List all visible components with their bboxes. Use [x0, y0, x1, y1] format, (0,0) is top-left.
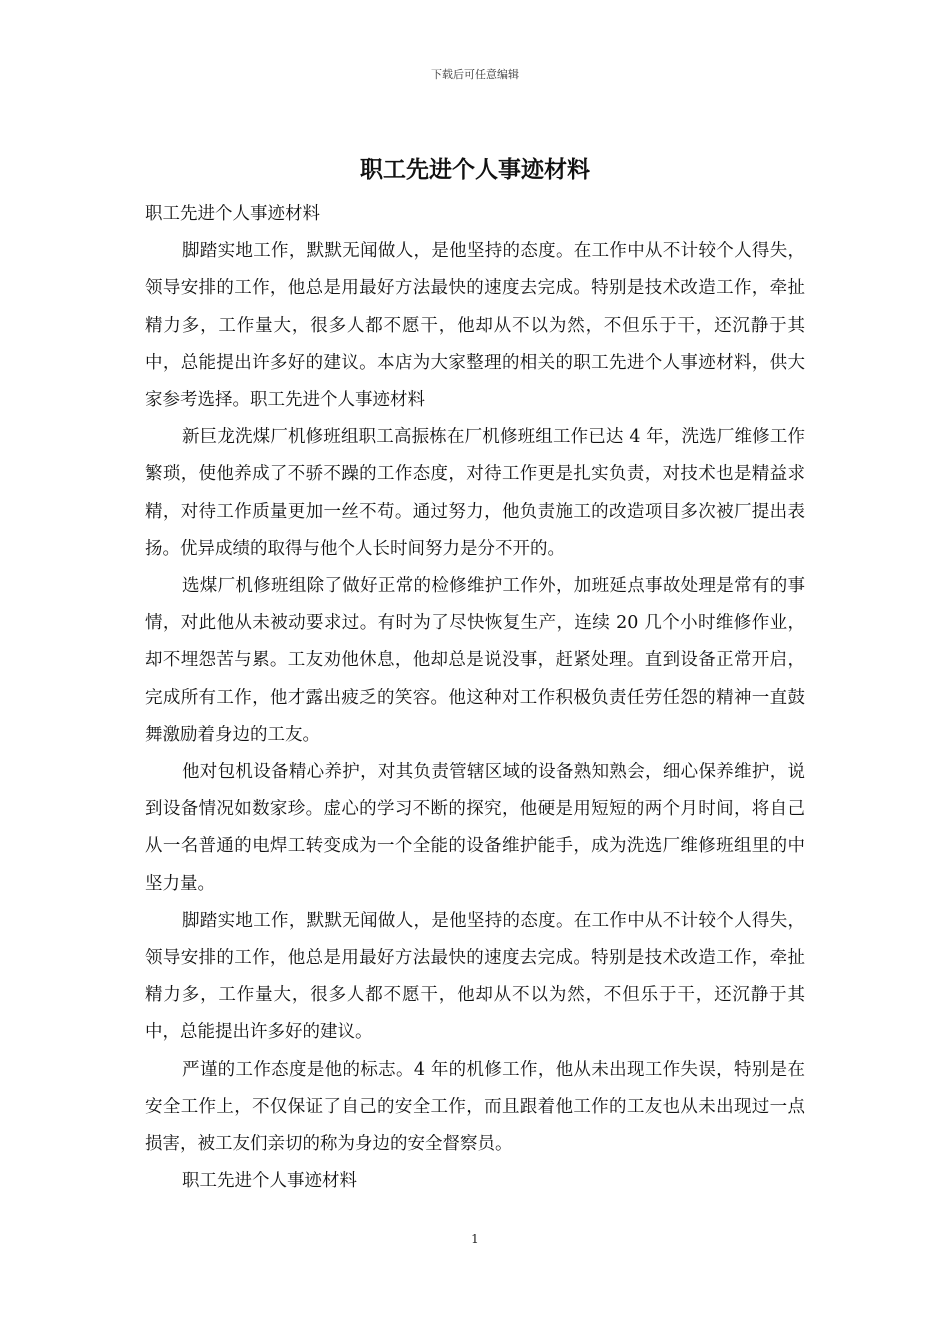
paragraph-subtitle: 职工先进个人事迹材料 [145, 204, 320, 224]
paragraph: 脚踏实地工作，默默无闻做人，是他坚持的态度。在工作中从不计较个人得失，领导安排的工作，他总是用最好方法最快的速度去完成。特别是技术改造工作，牵扯精力多，工作量大，很多人都不愿干，他却从不以为然，不但乐于干，还沉静于其中，总能提出许多好的建议。本店为大家整理的相关的职工先进个人事迹材料，供大家参考选择。职工先进个人事迹材料 [145, 241, 805, 411]
paragraph: 脚踏实地工作，默默无闻做人，是他坚持的态度。在工作中从不计较个人得失，领导安排的工作，他总是用最好方法最快的速度去完成。特别是技术改造工作，牵扯精力多，工作量大，很多人都不愿干，他却从不以为然，不但乐于干，还沉静于其中，总能提出许多好的建议。 [145, 910, 805, 1043]
page-number: 1 [471, 1232, 479, 1246]
paragraph-closing: 职工先进个人事迹材料 [182, 1171, 357, 1192]
header-note: 下载后可任意编辑 [431, 68, 519, 81]
paragraph: 他对包机设备精心养护，对其负责管辖区域的设备熟知熟会，细心保养维护，说到设备情况如数家珍。虚心的学习不断的探究，他硬是用短短的两个月时间，将自己从一名普通的电焊工转变成为一个全能的设备维护能手，成为洗选厂维修班组里的中坚力量。 [145, 762, 805, 894]
paragraph: 选煤厂机修班组除了做好正常的检修维护工作外，加班延点事故处理是常有的事情，对此他从未被动要求过。有时为了尽快恢复生产，连续 20 几个小时维修作业，却不埋怨苦与累。工友劝他休息，他却总是说没事，赶紧处理。直到设备正常开启，完成所有工作，他才露出疲乏的笑容。他这种对工作积极负责任劳任怨的精神一直鼓舞激励着身边的工友。 [145, 576, 805, 745]
paragraph: 新巨龙洗煤厂机修班组职工高振栋在厂机修班组工作已达 4 年，洗选厂维修工作繁琐，使他养成了不骄不躁的工作态度，对待工作更是扎实负责，对技术也是精益求精，对待工作质量更加一丝不苟。通过努力，他负责施工的改造项目多次被厂提出表扬。优异成绩的取得与他个人长时间努力是分不开的。 [145, 427, 805, 559]
document-title: 职工先进个人事迹材料 [360, 156, 590, 183]
paragraph: 严谨的工作态度是他的标志。4 年的机修工作，他从未出现工作失误，特别是在安全工作上，不仅保证了自己的安全工作，而且跟着他工作的工友也从未出现过一点损害，被工友们亲切的称为身边的安全督察员。 [145, 1059, 805, 1155]
document-body [145, 196, 805, 1200]
